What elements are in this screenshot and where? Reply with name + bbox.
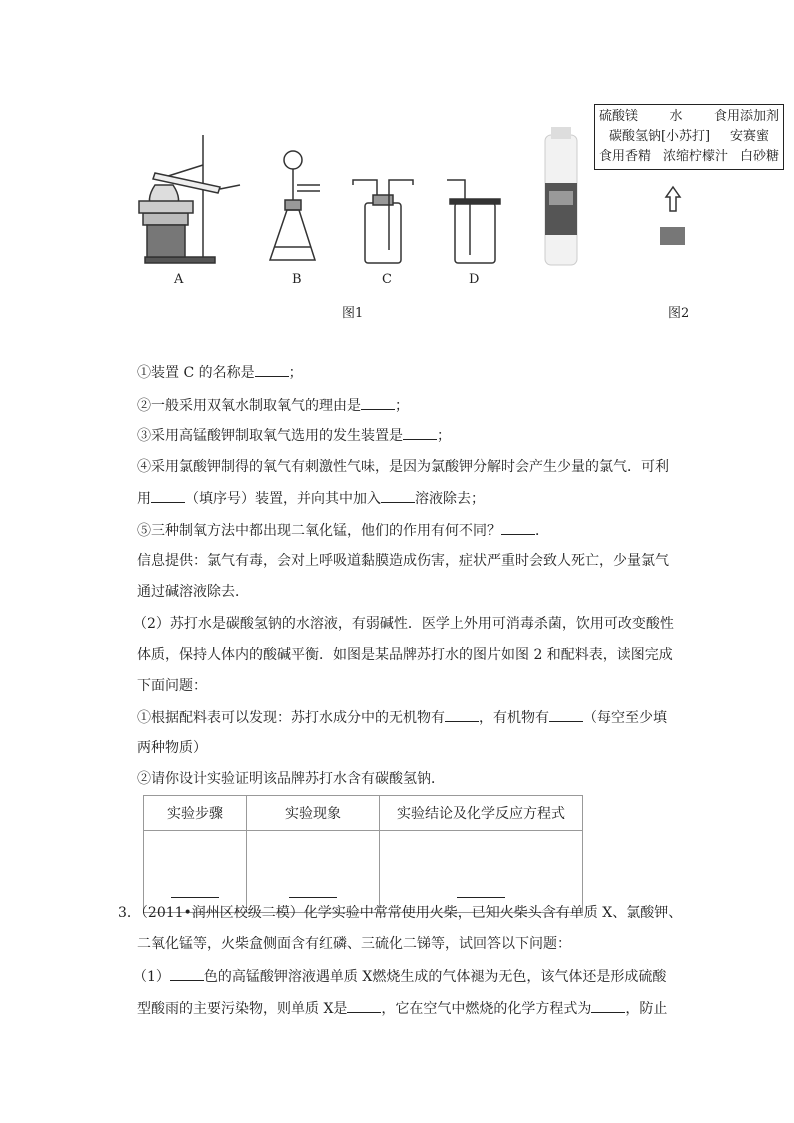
table-header-row [144,796,583,831]
question-line [137,395,409,416]
q2-text: ②一般采用双氧水制取氧气的理由是 [137,398,361,414]
table-cell[interactable] [380,831,583,913]
answer-blank[interactable] [381,488,415,503]
question-line: ④采用氯酸钾制得的氧气有刺激性气味，是因为氯酸钾分解时会产生少量的氯气．可利 [137,459,669,475]
p2-q1-text-a: ①根据配料表可以发现：苏打水成分中的无机物有 [137,710,445,726]
apparatus-b [270,151,320,260]
apparatus-a [139,135,240,263]
p2-q1-text-b: ，有机物有 [479,710,549,726]
ingredient: 食用添加剂 [713,109,779,124]
table-row [144,831,583,913]
q1-text: ①装置 C 的名称是 [137,365,255,381]
figure1-caption: 图1 [342,306,364,321]
ingredients-row [599,127,779,147]
info-line: 通过碱溶液除去． [137,584,249,600]
question-line: 两种物质） [137,740,207,756]
question-line [133,966,666,987]
apparatus-c [353,180,413,263]
question-line [137,488,485,509]
table-header: 实验结论及化学反应方程式 [380,796,583,831]
answer-blank[interactable] [171,896,219,898]
ingredient: 浓缩柠檬汁 [662,149,728,164]
ingredient: 白砂糖 [739,149,779,164]
question-line: 二氧化锰等，火柴盒侧面含有红磷、三硫化二锑等，试回答以下问题： [137,936,571,952]
answer-blank[interactable] [591,998,625,1013]
answer-blank[interactable] [361,395,395,410]
experiment-table [143,795,583,913]
table-header: 实验步骤 [144,796,247,831]
apparatus-d [447,180,500,263]
question-line [137,362,303,383]
answer-blank[interactable] [347,998,381,1013]
q4-text-c: 溶液除去； [415,491,485,507]
q5-end: ． [535,523,549,539]
answer-blank[interactable] [289,896,337,898]
label-b: B [292,272,302,287]
q1-end: ； [288,365,303,381]
ingredient: 硫酸镁 [599,109,639,124]
ingredients-box [594,104,784,170]
p2-q1-text-c: （每空至少填 [583,710,667,726]
paragraph-line: 体质，保持人体内的酸碱平衡．如图是某品牌苏打水的图片如图 2 和配料表，读图完成 [137,647,673,663]
q3-text-a: （1） [133,969,170,985]
q4-text-b: （填序号）装置，并向其中加入 [185,491,381,507]
q3-text-d: ，它在空气中燃烧的化学方程式为 [381,1001,592,1017]
q3-text-c: 型酸雨的主要污染物，则单质 X是 [137,1001,348,1017]
answer-blank[interactable] [170,966,204,981]
question-line [137,998,667,1019]
question-line [137,425,451,446]
ingredients-row [599,107,779,127]
q2-end: ； [395,398,409,414]
ingredients-row [599,147,779,167]
answer-blank[interactable] [151,488,185,503]
label-a: A [174,272,184,287]
answer-blank[interactable] [501,520,535,535]
info-line: 信息提供：氯气有毒，会对上呼吸道黏膜造成伤害，症状严重时会致人死亡，少量氯气 [137,553,669,569]
q3-text-e: ，防止 [625,1001,668,1017]
paragraph-line: 下面问题： [137,678,207,694]
answer-blank[interactable] [403,425,437,440]
table-cell[interactable] [144,831,247,913]
up-arrow-icon [666,187,680,211]
answer-blank[interactable] [549,707,583,722]
answer-blank[interactable] [457,896,505,898]
q5-text: ⑤三种制氧方法中都出现二氧化锰，他们的作用有何不同？ [137,523,501,539]
q3-end: ； [437,428,451,444]
label-c: C [382,272,392,287]
answer-blank[interactable] [255,362,289,377]
q3-text-b: 色的高锰酸钾溶液遇单质 X燃烧生成的气体褪为无色，该气体还是形成硫酸 [203,969,667,985]
figure2-caption: 图2 [668,306,690,321]
q3-text: ③采用高锰酸钾制取氧气选用的发生装置是 [137,428,403,444]
ingredient: 食用香精 [599,149,652,164]
answer-blank[interactable] [445,707,479,722]
table-header: 实验现象 [247,796,380,831]
soda-bottle-image [545,127,577,265]
question-line: 3．（2011•润州区校级二模）化学实验中常常使用火柴，已知火柴头含有单质 X、氯酸钾、 [118,905,683,921]
table-cell[interactable] [247,831,380,913]
question-line [137,520,549,541]
question-line: ②请你设计实验证明该品牌苏打水含有碳酸氢钠． [137,771,445,787]
label-d: D [469,272,480,287]
ingredient: 安赛蜜 [730,129,770,144]
paragraph-line: （2）苏打水是碳酸氢钠的水溶液，有弱碱性．医学上外用可消毒杀菌，饮用可改变酸性 [133,616,674,632]
ingredient: 水 [669,109,683,124]
label-thumbnail-image [660,227,685,245]
ingredient: 碳酸氢钠[小苏打] [608,129,711,144]
question-line [137,707,667,728]
q4-text-a: 用 [137,491,151,507]
